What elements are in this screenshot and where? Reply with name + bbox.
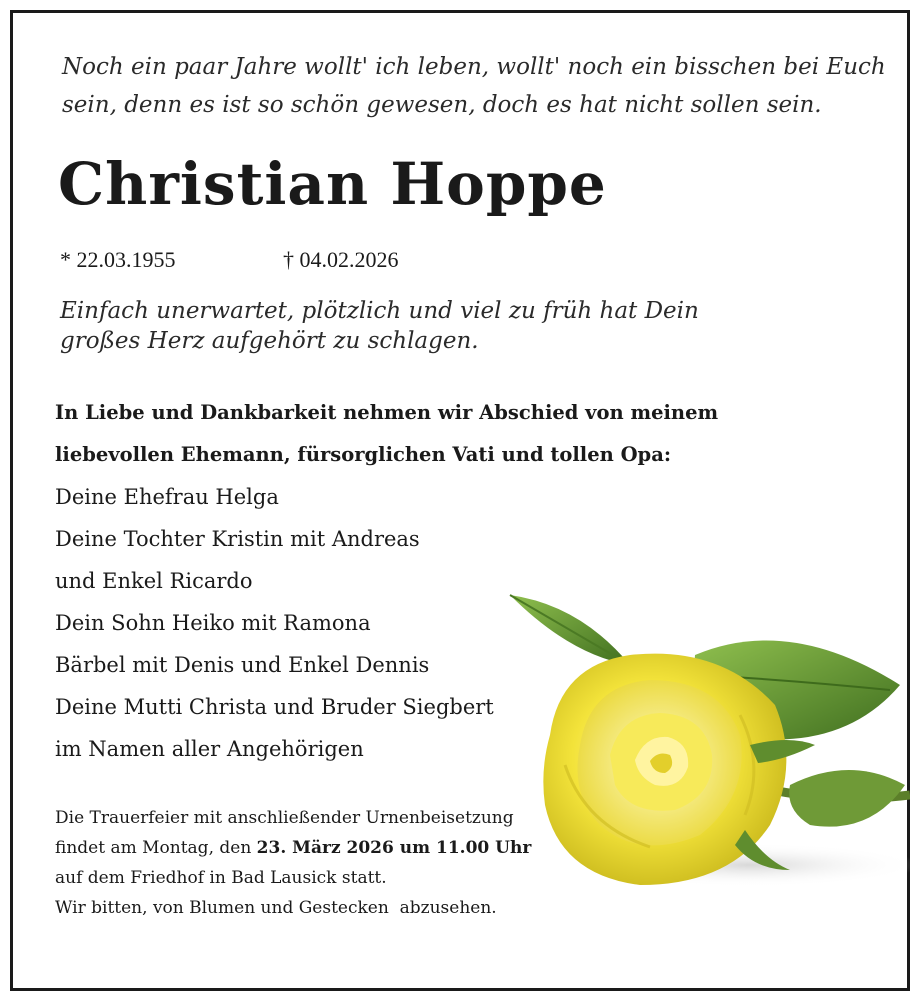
death-date: † 04.02.2026 bbox=[283, 247, 399, 272]
family-member: Dein Sohn Heiko mit Ramona bbox=[55, 611, 371, 635]
family-member: Deine Mutti Christa und Bruder Siegbert bbox=[55, 695, 494, 719]
funeral-line-2-prefix: findet am Montag, den bbox=[55, 838, 257, 858]
yellow-rose-image bbox=[490, 585, 910, 905]
funeral-line-4: Wir bitten, von Blumen und Gestecken abzusehen. bbox=[55, 898, 497, 918]
family-member: im Namen aller Angehörigen bbox=[55, 737, 364, 761]
quote-line-1: Noch ein paar Jahre wollt' ich leben, wollt' noch ein bisschen bei Euch bbox=[62, 54, 886, 80]
funeral-line-3: auf dem Friedhof in Bad Lausick statt. bbox=[55, 868, 387, 888]
birth-date: * 22.03.1955 bbox=[60, 247, 176, 272]
opening-quote bbox=[62, 48, 886, 124]
family-intro-2: liebevollen Ehemann, fürsorglichen Vati und tollen Opa: bbox=[55, 443, 672, 466]
funeral-date-time: 23. März 2026 um 11.00 Uhr bbox=[256, 838, 532, 858]
family-intro-1: In Liebe und Dankbarkeit nehmen wir Abschied von meinem bbox=[55, 401, 719, 424]
subtitle bbox=[60, 296, 699, 356]
family-member: Deine Ehefrau Helga bbox=[55, 485, 279, 509]
family-member: und Enkel Ricardo bbox=[55, 569, 253, 593]
subtitle-line-2: großes Herz aufgehört zu schlagen. bbox=[60, 328, 479, 354]
quote-line-2: sein, denn es ist so schön gewesen, doch es hat nicht sollen sein. bbox=[62, 92, 822, 118]
funeral-line-1: Die Trauerfeier mit anschließender Urnenbeisetzung bbox=[55, 808, 514, 828]
funeral-information bbox=[55, 803, 531, 923]
deceased-name: Christian Hoppe bbox=[58, 150, 607, 218]
family-member: Deine Tochter Kristin mit Andreas bbox=[55, 527, 420, 551]
subtitle-line-1: Einfach unerwartet, plötzlich und viel zu früh hat Dein bbox=[60, 298, 699, 324]
funeral-line-2 bbox=[55, 833, 531, 863]
family-member: Bärbel mit Denis und Enkel Dennis bbox=[55, 653, 430, 677]
